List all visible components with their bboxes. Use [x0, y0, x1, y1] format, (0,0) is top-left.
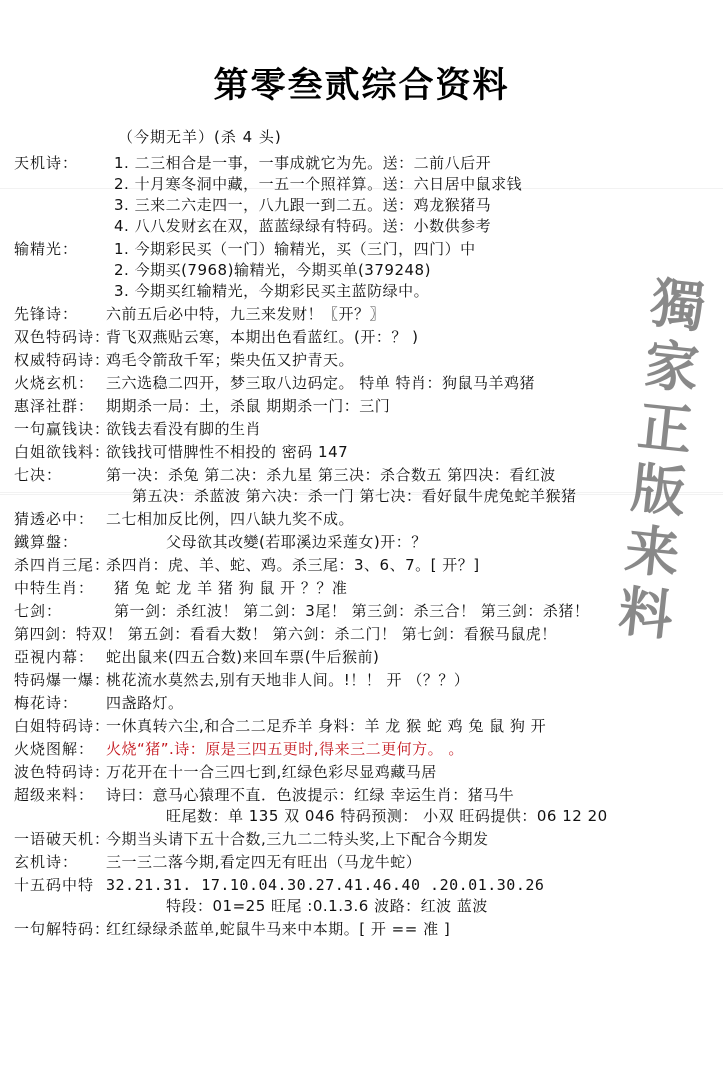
section-line: 第一剑：杀红波！ 第二剑：3尾！ 第三剑：杀三合！ 第三剑：杀猪！ — [114, 602, 590, 620]
section-label: 白姐欲钱料： — [14, 443, 111, 461]
section-row — [14, 153, 713, 237]
section-row — [14, 304, 713, 325]
section-line: 1. 今期彩民买（一门）输精光，买（三门，四门）中 — [114, 240, 476, 258]
section-row — [14, 693, 713, 714]
section-row — [14, 555, 713, 576]
section-body: 鸡毛令箭敌千军；柴央伍又护青天。 — [106, 351, 355, 369]
section-label: 输精光： — [14, 240, 79, 258]
section-body — [106, 785, 713, 827]
section-label: 惠泽社群： — [14, 397, 95, 415]
section-row — [14, 762, 713, 783]
page-subtitle: （今期无羊）(杀 4 头) — [118, 128, 282, 146]
watermark-char: 料 — [615, 578, 676, 648]
section-body: 六前五后必中特，九三来发财！〖开？〗 — [106, 305, 386, 323]
section-body: 父母欲其改變(若耶溪边采莲女)开：？ — [166, 533, 427, 551]
section-label: 鐵算盤： — [14, 533, 79, 551]
section-row — [14, 875, 713, 917]
section-line: 第五决：杀蓝波 第六决：杀一门 第七决：看好鼠牛虎兔蛇羊猴猪 — [132, 487, 577, 505]
section-row — [14, 785, 713, 827]
section-body: 桃花流水莫然去,别有天地非人间。!！！ 开 （？？） — [106, 671, 470, 689]
document-page — [0, 58, 723, 1082]
section-line: 2. 十月寒冬洞中藏，一五一个照祥算。送：六日居中鼠求钱 — [114, 175, 523, 193]
section-line: 第四剑：特双！ 第五剑：看看大数！ 第六剑：杀二门！ 第七剑：看猴马鼠虎！ — [14, 625, 557, 643]
section-label: 中特生肖： — [14, 579, 95, 597]
section-body — [106, 465, 713, 507]
section-body: 猪 兔 蛇 龙 羊 猪 狗 鼠 开 ？？准 — [114, 579, 348, 597]
section-row — [14, 509, 713, 530]
section-body: 四盏路灯。 — [106, 694, 184, 712]
section-label: 一句赢钱诀： — [14, 420, 111, 438]
section-row — [14, 239, 713, 302]
section-line: 特段：01=25 旺尾 :0.1.3.6 波路：红波 蓝波 — [166, 897, 488, 915]
section-label: 超级来料： — [14, 786, 95, 804]
watermark-char: 家 — [641, 331, 702, 402]
section-row — [14, 739, 713, 760]
section-label: 杀四肖三尾： — [14, 556, 111, 574]
section-label: 火烧图解： — [14, 740, 95, 758]
section-line: 旺尾数：单 135 双 046 特码预测： 小双 旺码提供：06 12 20 — [166, 807, 608, 825]
section-body: 火烧“猪”.诗：原是三四五更时,得来三二更何方。 。 — [106, 740, 464, 758]
section-row — [14, 829, 713, 850]
section-row — [14, 852, 713, 873]
section-row — [14, 919, 713, 940]
section-label: 先锋诗： — [14, 305, 79, 323]
section-row — [14, 373, 713, 394]
section-label: 七决： — [14, 466, 63, 484]
section-label: 七剑： — [14, 602, 63, 620]
section-label: 梅花诗： — [14, 694, 79, 712]
document-body — [0, 153, 723, 940]
section-line: 2. 今期买(7968)输精光，今期买单(379248) — [114, 261, 431, 279]
section-row — [14, 327, 713, 348]
section-label: 双色特码诗： — [14, 328, 111, 346]
section-body: 期期杀一局：土，杀鼠 期期杀一门：三门 — [106, 397, 391, 415]
section-body — [106, 601, 713, 622]
section-body: 一休真转六尘,和合二二足乔羊 身料：羊 龙 猴 蛇 鸡 兔 鼠 狗 开 — [106, 717, 547, 735]
section-body: 三一三二落今期,看定四无有旺出（马龙牛蛇） — [106, 853, 422, 871]
section-body: 欲钱找可惜脾性不相投的 密码 147 — [106, 443, 349, 461]
section-row — [14, 442, 713, 463]
section-label: 特码爆一爆： — [14, 671, 111, 689]
section-line: 诗曰：意马心猿理不直．色波提示：红绿 幸运生肖：猪马牛 — [106, 786, 515, 804]
section-label: 玄机诗： — [14, 853, 79, 871]
section-row — [14, 578, 713, 599]
section-line: 32.21.31. 17.10.04.30.27.41.46.40 .20.01.30.26 — [106, 876, 545, 894]
section-row — [14, 465, 713, 507]
watermark-char: 来 — [622, 516, 683, 587]
section-row — [14, 647, 713, 668]
section-label: 火烧玄机： — [14, 374, 95, 392]
section-row — [14, 396, 713, 417]
section-body: 万花开在十一合三四七到,红绿色彩尽显鸡藏马居 — [106, 763, 437, 781]
section-row — [14, 601, 713, 622]
section-label: 猜透必中： — [14, 510, 95, 528]
section-label: 波色特码诗： — [14, 763, 111, 781]
section-body: 杀四肖：虎、羊、蛇、鸡。杀三尾：3、6、7。[ 开？] — [106, 556, 480, 574]
section-label: 天机诗： — [14, 154, 79, 172]
section-label: 一语破天机： — [14, 830, 111, 848]
section-row — [14, 532, 713, 553]
section-body: 三六选稳二四开，梦三取八边码定。 特单 特肖：狗鼠马羊鸡猪 — [106, 374, 536, 392]
section-label: 权威特码诗： — [14, 351, 111, 369]
section-label: 白姐特码诗： — [14, 717, 111, 735]
section-body: 红红绿绿杀蓝单,蛇鼠牛马来中本期。[ 开 == 准 ] — [106, 920, 451, 938]
section-label: 十五码中特 — [14, 876, 95, 894]
section-line: 1. 二三相合是一事，一事成就它为先。送：二前八后开 — [114, 154, 492, 172]
section-row — [14, 716, 713, 737]
section-body: 欲钱去看没有脚的生肖 — [106, 420, 262, 438]
section-row-cont — [14, 624, 713, 645]
section-body: 蛇出鼠来(四五合数)来回车票(牛后猴前) — [106, 648, 380, 666]
section-line: 4. 八八发财玄在双，蓝蓝绿绿有特码。送：小数供参考 — [114, 217, 492, 235]
watermark-char: 獨 — [648, 270, 709, 340]
section-body — [106, 875, 713, 917]
section-label: 亞視内幕： — [14, 648, 95, 666]
section-body: 二七相加反比例，四八缺九奖不成。 — [106, 510, 355, 528]
section-body: 背飞双燕贴云寒，本期出色看蓝红。(开：？ ) — [106, 328, 419, 346]
section-body — [106, 239, 713, 302]
section-line: 第一决：杀兔 第二决：杀九星 第三决：杀合数五 第四决：看红波 — [106, 466, 556, 484]
section-body: 今期当头请下五十合数,三九二二特头奖,上下配合今期发 — [106, 830, 489, 848]
section-line: 3. 今期买红输精光，今期彩民买主蓝防绿中。 — [114, 282, 430, 300]
section-row — [14, 670, 713, 691]
section-line: 3. 三来二六走四一，八九跟一到二五。送：鸡龙猴猪马 — [114, 196, 492, 214]
watermark-char: 正 — [635, 393, 696, 463]
section-row — [14, 350, 713, 371]
section-row — [14, 419, 713, 440]
section-label: 一句解特码： — [14, 920, 111, 938]
page-title: 第零叁贰综合资料 — [213, 65, 510, 106]
section-body — [106, 153, 713, 237]
watermark-char: 版 — [628, 455, 689, 525]
